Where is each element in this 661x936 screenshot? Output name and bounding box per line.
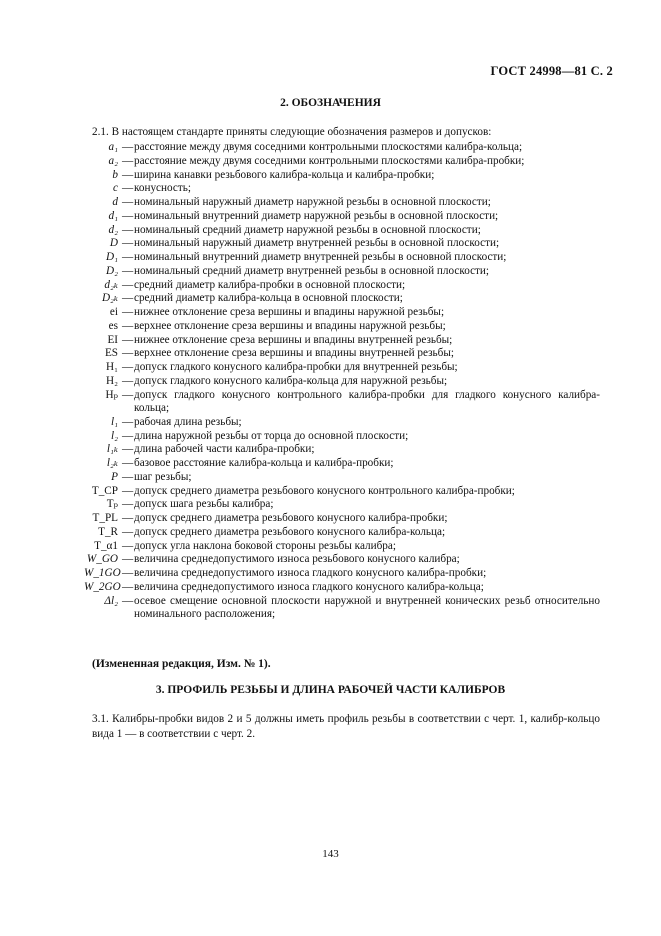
definition-symbol: c bbox=[113, 182, 118, 195]
definition-item bbox=[84, 182, 600, 196]
definition-item bbox=[84, 361, 600, 375]
definition-item bbox=[84, 320, 600, 334]
definition-item bbox=[84, 141, 600, 155]
definition-item bbox=[84, 334, 600, 348]
definition-text: рабочая длина резьбы; bbox=[134, 415, 242, 428]
section-2-title: 2. ОБОЗНАЧЕНИЯ bbox=[280, 97, 381, 109]
definition-text: нижнее отклонение среза вершины и впадины внутренней резьбы; bbox=[134, 333, 453, 346]
definition-text: ширина канавки резьбового калибра-кольца и калибра-пробки; bbox=[134, 168, 435, 181]
definition-text: номинальный средний диаметр наружной резьбы в основной плоскости; bbox=[134, 223, 481, 236]
definition-item bbox=[84, 347, 600, 361]
definition-item bbox=[84, 498, 600, 512]
definition-dash: — bbox=[122, 525, 134, 538]
definition-dash: — bbox=[122, 223, 134, 236]
paragraph-3-1: 3.1. Калибры-пробки видов 2 и 5 должны иметь профиль резьбы в соответствии с черт. 1, калибр-кольцо вида 1 — в соответствии с черт. 2. bbox=[92, 713, 600, 740]
definition-item bbox=[84, 457, 600, 471]
section-3-title: 3. ПРОФИЛЬ РЕЗЬБЫ И ДЛИНА РАБОЧЕЙ ЧАСТИ КАЛИБРОВ bbox=[155, 684, 506, 696]
definition-item bbox=[84, 526, 600, 540]
definition-item bbox=[84, 416, 600, 430]
definition-text: номинальный внутренний диаметр наружной резьбы в основной плоскости; bbox=[134, 209, 499, 222]
definition-symbol: T_PL bbox=[92, 512, 118, 525]
definition-symbol: W_GO bbox=[86, 553, 118, 566]
definition-text: допуск угла наклона боковой стороны резьбы калибра; bbox=[134, 539, 396, 552]
definition-text: номинальный наружный диаметр внутренней резьбы в основной плоскости; bbox=[134, 237, 500, 250]
definition-dash: — bbox=[122, 443, 134, 456]
definition-text: допуск среднего диаметра резьбового конусного калибра-кольца; bbox=[134, 525, 446, 538]
definition-dash: — bbox=[122, 209, 134, 222]
definition-symbol: T_R bbox=[98, 525, 118, 538]
definition-symbol: l₂ bbox=[111, 429, 118, 442]
definition-text: номинальный наружный диаметр наружной резьбы в основной плоскости; bbox=[134, 196, 491, 208]
definition-item bbox=[84, 210, 600, 224]
definition-symbol: l₂ₖ bbox=[106, 457, 118, 470]
definition-text: средний диаметр калибра-кольца в основной плоскости; bbox=[134, 292, 403, 305]
definition-text: допуск гладкого конусного контрольного калибра-пробки для гладкого конусного калибра-кольца; bbox=[134, 388, 600, 415]
definition-symbol: d₁ bbox=[108, 209, 118, 222]
definition-dash: — bbox=[122, 429, 134, 442]
definition-dash: — bbox=[122, 374, 134, 387]
definition-item bbox=[84, 375, 600, 389]
definition-text: допуск среднего диаметра резьбового конусного контрольного калибра-пробки; bbox=[134, 484, 515, 497]
definition-item bbox=[84, 306, 600, 320]
definition-item bbox=[84, 169, 600, 183]
definition-symbol: T_CP bbox=[91, 484, 118, 497]
definition-symbol: Tₚ bbox=[106, 498, 118, 511]
definition-text: номинальный средний диаметр внутренней резьбы в основной плоскости; bbox=[134, 264, 490, 277]
definition-symbol: a₁ bbox=[108, 141, 118, 153]
definition-item bbox=[84, 443, 600, 457]
definition-text: базовое расстояние калибра-кольца и калибра-пробки; bbox=[134, 457, 394, 470]
definition-item bbox=[84, 292, 600, 306]
definition-text: осевое смещение основной плоскости наружной и внутренней конических резьб относительно номинального расположения; bbox=[134, 594, 600, 621]
definition-item bbox=[84, 567, 600, 581]
definition-text: конусность; bbox=[134, 182, 191, 195]
definition-dash: — bbox=[122, 319, 134, 332]
definition-dash: — bbox=[122, 333, 134, 346]
section-2-intro: 2.1. В настоящем стандарте приняты следующие обозначения размеров и допусков: bbox=[92, 126, 492, 138]
definition-dash: — bbox=[122, 512, 134, 525]
definition-dash: — bbox=[122, 141, 134, 153]
definition-item bbox=[84, 430, 600, 444]
definition-item bbox=[84, 595, 600, 622]
definition-item bbox=[84, 237, 600, 251]
definition-text: верхнее отклонение среза вершины и впадины наружной резьбы; bbox=[134, 319, 446, 332]
definition-item bbox=[84, 512, 600, 526]
definition-dash: — bbox=[122, 306, 134, 318]
definition-dash: — bbox=[122, 292, 134, 305]
definition-symbol: T_α1 bbox=[94, 539, 118, 552]
definition-symbol: l₁ₖ bbox=[106, 443, 118, 456]
definition-dash: — bbox=[122, 484, 134, 497]
definition-item bbox=[84, 251, 600, 265]
definition-dash: — bbox=[122, 251, 134, 263]
definition-text: нижнее отклонение среза вершины и впадины наружной резьбы; bbox=[134, 306, 445, 318]
definition-text: величина среднедопустимого износа гладкого конусного калибра-пробки; bbox=[134, 567, 487, 580]
definition-item bbox=[84, 540, 600, 554]
definition-dash: — bbox=[122, 264, 134, 277]
definition-item bbox=[84, 196, 600, 210]
definition-item bbox=[84, 485, 600, 499]
definition-dash: — bbox=[122, 580, 134, 593]
definition-item bbox=[84, 389, 600, 416]
definition-symbol: Δl₂ bbox=[104, 594, 118, 607]
definition-text: верхнее отклонение среза вершины и впадины внутренней резьбы; bbox=[134, 347, 454, 360]
definition-item bbox=[84, 581, 600, 595]
definition-symbol: d₂ₖ bbox=[104, 278, 118, 291]
definition-dash: — bbox=[122, 567, 134, 580]
definition-text: допуск среднего диаметра резьбового конусного калибра-пробки; bbox=[134, 512, 448, 525]
definition-text: расстояние между двумя соседними контрольными плоскостями калибра-пробки; bbox=[134, 154, 525, 167]
definition-symbol: P bbox=[111, 470, 118, 483]
definition-symbol: W_1GO bbox=[84, 567, 121, 580]
definition-text: длина наружной резьбы от торца до основной плоскости; bbox=[134, 429, 409, 442]
definition-dash: — bbox=[122, 361, 134, 373]
definition-symbol: D₁ bbox=[106, 251, 118, 263]
definition-item bbox=[84, 553, 600, 567]
definition-item bbox=[84, 265, 600, 279]
definition-symbol: l₁ bbox=[111, 415, 118, 428]
definition-text: допуск шага резьбы калибра; bbox=[134, 498, 274, 511]
definitions-list bbox=[84, 141, 600, 622]
definition-item bbox=[84, 224, 600, 238]
definition-dash: — bbox=[122, 196, 134, 208]
amendment-note: (Измененная редакция, Изм. № 1). bbox=[92, 658, 271, 670]
definition-symbol: D₂ bbox=[106, 264, 118, 277]
definition-dash: — bbox=[122, 237, 134, 250]
definition-dash: — bbox=[122, 594, 134, 607]
definition-dash: — bbox=[122, 388, 134, 401]
definition-symbol: W_2GO bbox=[84, 580, 121, 593]
definition-dash: — bbox=[122, 415, 134, 428]
definition-dash: — bbox=[122, 470, 134, 483]
definition-item bbox=[84, 155, 600, 169]
definition-symbol: D bbox=[109, 237, 118, 250]
definition-text: расстояние между двумя соседними контрольными плоскостями калибра-кольца; bbox=[134, 141, 523, 153]
definition-symbol: H₂ bbox=[106, 374, 118, 387]
definition-dash: — bbox=[122, 347, 134, 360]
definition-text: средний диаметр калибра-пробки в основной плоскости; bbox=[134, 278, 406, 291]
definition-symbol: ES bbox=[104, 347, 118, 360]
definition-item bbox=[84, 471, 600, 485]
definition-symbol: b bbox=[112, 168, 118, 181]
page-header: ГОСТ 24998—81 С. 2 bbox=[490, 64, 613, 78]
definition-symbol: ei bbox=[109, 306, 118, 318]
page-number: 143 bbox=[322, 848, 339, 860]
definition-item bbox=[84, 279, 600, 293]
definition-text: длина рабочей части калибра-пробки; bbox=[134, 443, 315, 456]
definition-symbol: d₂ bbox=[108, 223, 118, 236]
definition-dash: — bbox=[122, 168, 134, 181]
definition-symbol: H₁ bbox=[106, 361, 118, 373]
definition-dash: — bbox=[122, 278, 134, 291]
definition-text: номинальный внутренний диаметр внутренней резьбы в основной плоскости; bbox=[134, 251, 507, 263]
definition-dash: — bbox=[122, 553, 134, 566]
definition-text: величина среднедопустимого износа гладкого конусного калибра-кольца; bbox=[134, 580, 484, 593]
definition-text: допуск гладкого конусного калибра-пробки для внутренней резьбы; bbox=[134, 361, 458, 373]
definition-dash: — bbox=[122, 539, 134, 552]
definition-symbol: a₂ bbox=[108, 154, 118, 167]
definition-dash: — bbox=[122, 182, 134, 195]
definition-symbol: es bbox=[108, 319, 118, 332]
definition-text: шаг резьбы; bbox=[134, 470, 192, 483]
definition-dash: — bbox=[122, 154, 134, 167]
definition-symbol: D₂ₖ bbox=[101, 292, 118, 305]
definition-text: величина среднедопустимого износа резьбового конусного калибра; bbox=[134, 553, 460, 566]
definition-symbol: Hₚ bbox=[105, 388, 118, 401]
definition-dash: — bbox=[122, 498, 134, 511]
definition-symbol: d bbox=[112, 196, 118, 208]
definition-text: допуск гладкого конусного калибра-кольца для наружной резьбы; bbox=[134, 374, 448, 387]
definition-dash: — bbox=[122, 457, 134, 470]
definition-symbol: EI bbox=[107, 333, 118, 346]
